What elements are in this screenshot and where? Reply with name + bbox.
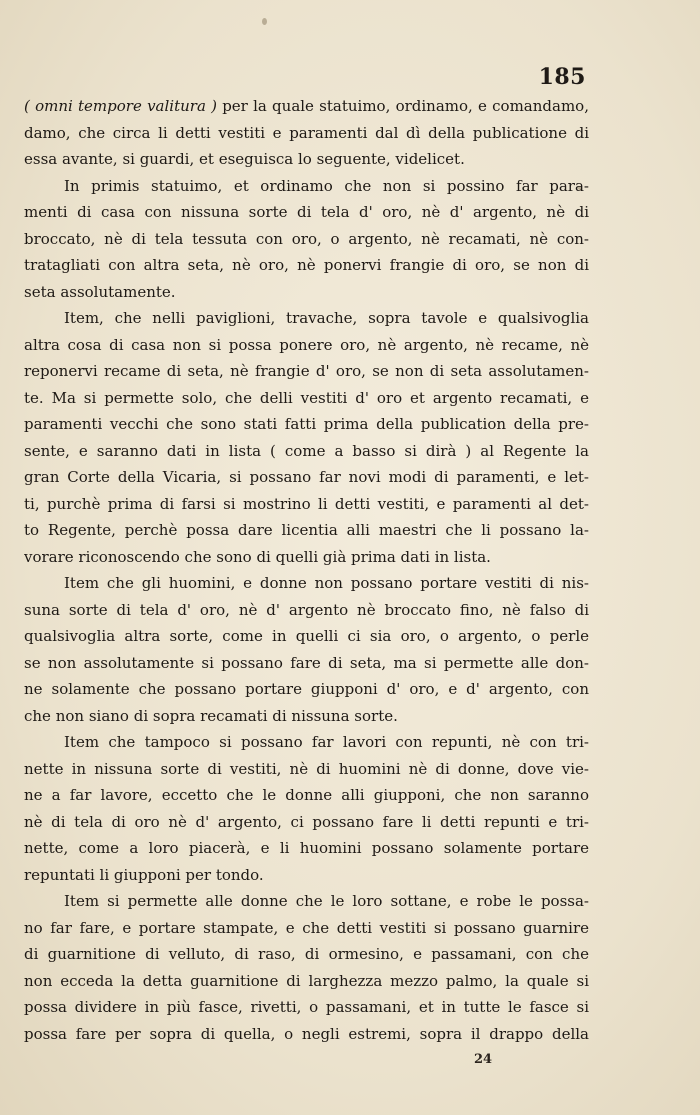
text-line-32: no far fare, e portare stampate, e che detti vestiti si possano guarnire xyxy=(24,918,589,937)
text-line-8: seta assolutamente. xyxy=(24,282,176,301)
text-line-5: menti di casa con nissuna sorte di tela d' oro, nè d' argento, nè di xyxy=(24,203,589,221)
text-line-27: ne a far lavore, eccetto che le donne alli giupponi, che non saranno xyxy=(24,786,589,804)
text-line-20: suna sorte di tela d' oro, nè d' argento nè broccato fino, nè falso di xyxy=(24,600,589,619)
text-line-11: reponervi recame di seta, nè frangie d' oro, se non di seta assolutamen- xyxy=(24,362,589,380)
paragraph-start: Item si permette alle donne che le loro sottane, e robe le possa- xyxy=(64,892,589,910)
text-line-3: essa avante, si guardi, et eseguisca lo seguente, videlicet. xyxy=(24,150,465,168)
text-line-13: paramenti vecchi che sono stati fatti prima della publication della pre- xyxy=(24,415,589,433)
text-line-28: nè di tela di oro nè d' argento, ci possano fare li detti repunti e tri- xyxy=(24,812,589,831)
signature-mark: 24 xyxy=(474,1052,493,1067)
text-line-12: te. Ma si permette solo, che delli vestiti d' oro et argento recamati, e xyxy=(24,388,589,407)
text-line-30: repuntati li giupponi per tondo. xyxy=(24,865,264,884)
text-line-6: broccato, nè di tela tessuta con oro, o argento, nè recamati, nè con- xyxy=(24,229,589,248)
text-line-2: damo, che circa li detti vestiti e paramenti dal dì della publicatione di xyxy=(24,123,589,142)
text-line-26: nette in nissuna sorte di vestiti, nè di huomini nè di donne, dove vie- xyxy=(24,759,589,778)
text-line-16: ti, purchè prima di farsi si mostrino li detti vestiti, e paramenti al det- xyxy=(24,494,589,513)
line-text: per la quale statuimo, ordinamo, e comandamo, xyxy=(216,97,589,115)
paragraph-start: In primis statuimo, et ordinamo che non si possino far para- xyxy=(64,176,589,195)
text-line-17: to Regente, perchè possa dare licentia alli maestri che li possano la- xyxy=(24,521,589,539)
text-line-36: possa fare per sopra di quella, o negli estremi, sopra il drappo della xyxy=(24,1024,589,1043)
paper-speck xyxy=(262,18,267,25)
text-line-22: se non assolutamente si possano fare di seta, ma si permette alle don- xyxy=(24,653,589,672)
paragraph-start: Item, che nelli paviglioni, travache, sopra tavole e qualsivoglia xyxy=(64,309,589,327)
body-text xyxy=(24,93,589,1047)
italic-phrase: ( omni tempore valitura ) xyxy=(24,97,217,115)
text-line-7: tratagliati con altra seta, nè oro, nè ponervi frangie di oro, se non di xyxy=(24,256,589,274)
text-line-14: sente, e saranno dati in lista ( come a basso si dirà ) al Regente la xyxy=(24,441,589,460)
text-line-35: possa dividere in più fasce, rivetti, o passamani, et in tutte le fasce si xyxy=(24,998,589,1016)
text-line-18: vorare riconoscendo che sono di quelli già prima dati in lista. xyxy=(24,547,491,566)
text-line-1 xyxy=(24,93,589,120)
text-line-23: ne solamente che possano portare giupponi d' oro, e d' argento, con xyxy=(24,680,589,698)
text-line-33: di guarnitione di velluto, di raso, di ormesino, e passamani, con che xyxy=(24,945,589,963)
text-line-15: gran Corte della Vicaria, si possano far novi modi di paramenti, e let- xyxy=(24,468,589,486)
page-number: 185 xyxy=(538,64,586,90)
paragraph-start: Item che tampoco si possano far lavori con repunti, nè con tri- xyxy=(64,733,589,751)
text-line-21: qualsivoglia altra sorte, come in quelli ci sia oro, o argento, o perle xyxy=(24,627,589,645)
text-line-24: che non siano di sopra recamati di nissuna sorte. xyxy=(24,706,398,725)
text-line-29: nette, come a loro piacerà, e li huomini possano solamente portare xyxy=(24,839,589,857)
text-line-34: non ecceda la detta guarnitione di larghezza mezzo palmo, la quale si xyxy=(24,971,589,990)
paragraph-start: Item che gli huomini, e donne non possano portare vestiti di nis- xyxy=(64,574,589,592)
text-line-10: altra cosa di casa non si possa ponere oro, nè argento, nè recame, nè xyxy=(24,335,589,354)
